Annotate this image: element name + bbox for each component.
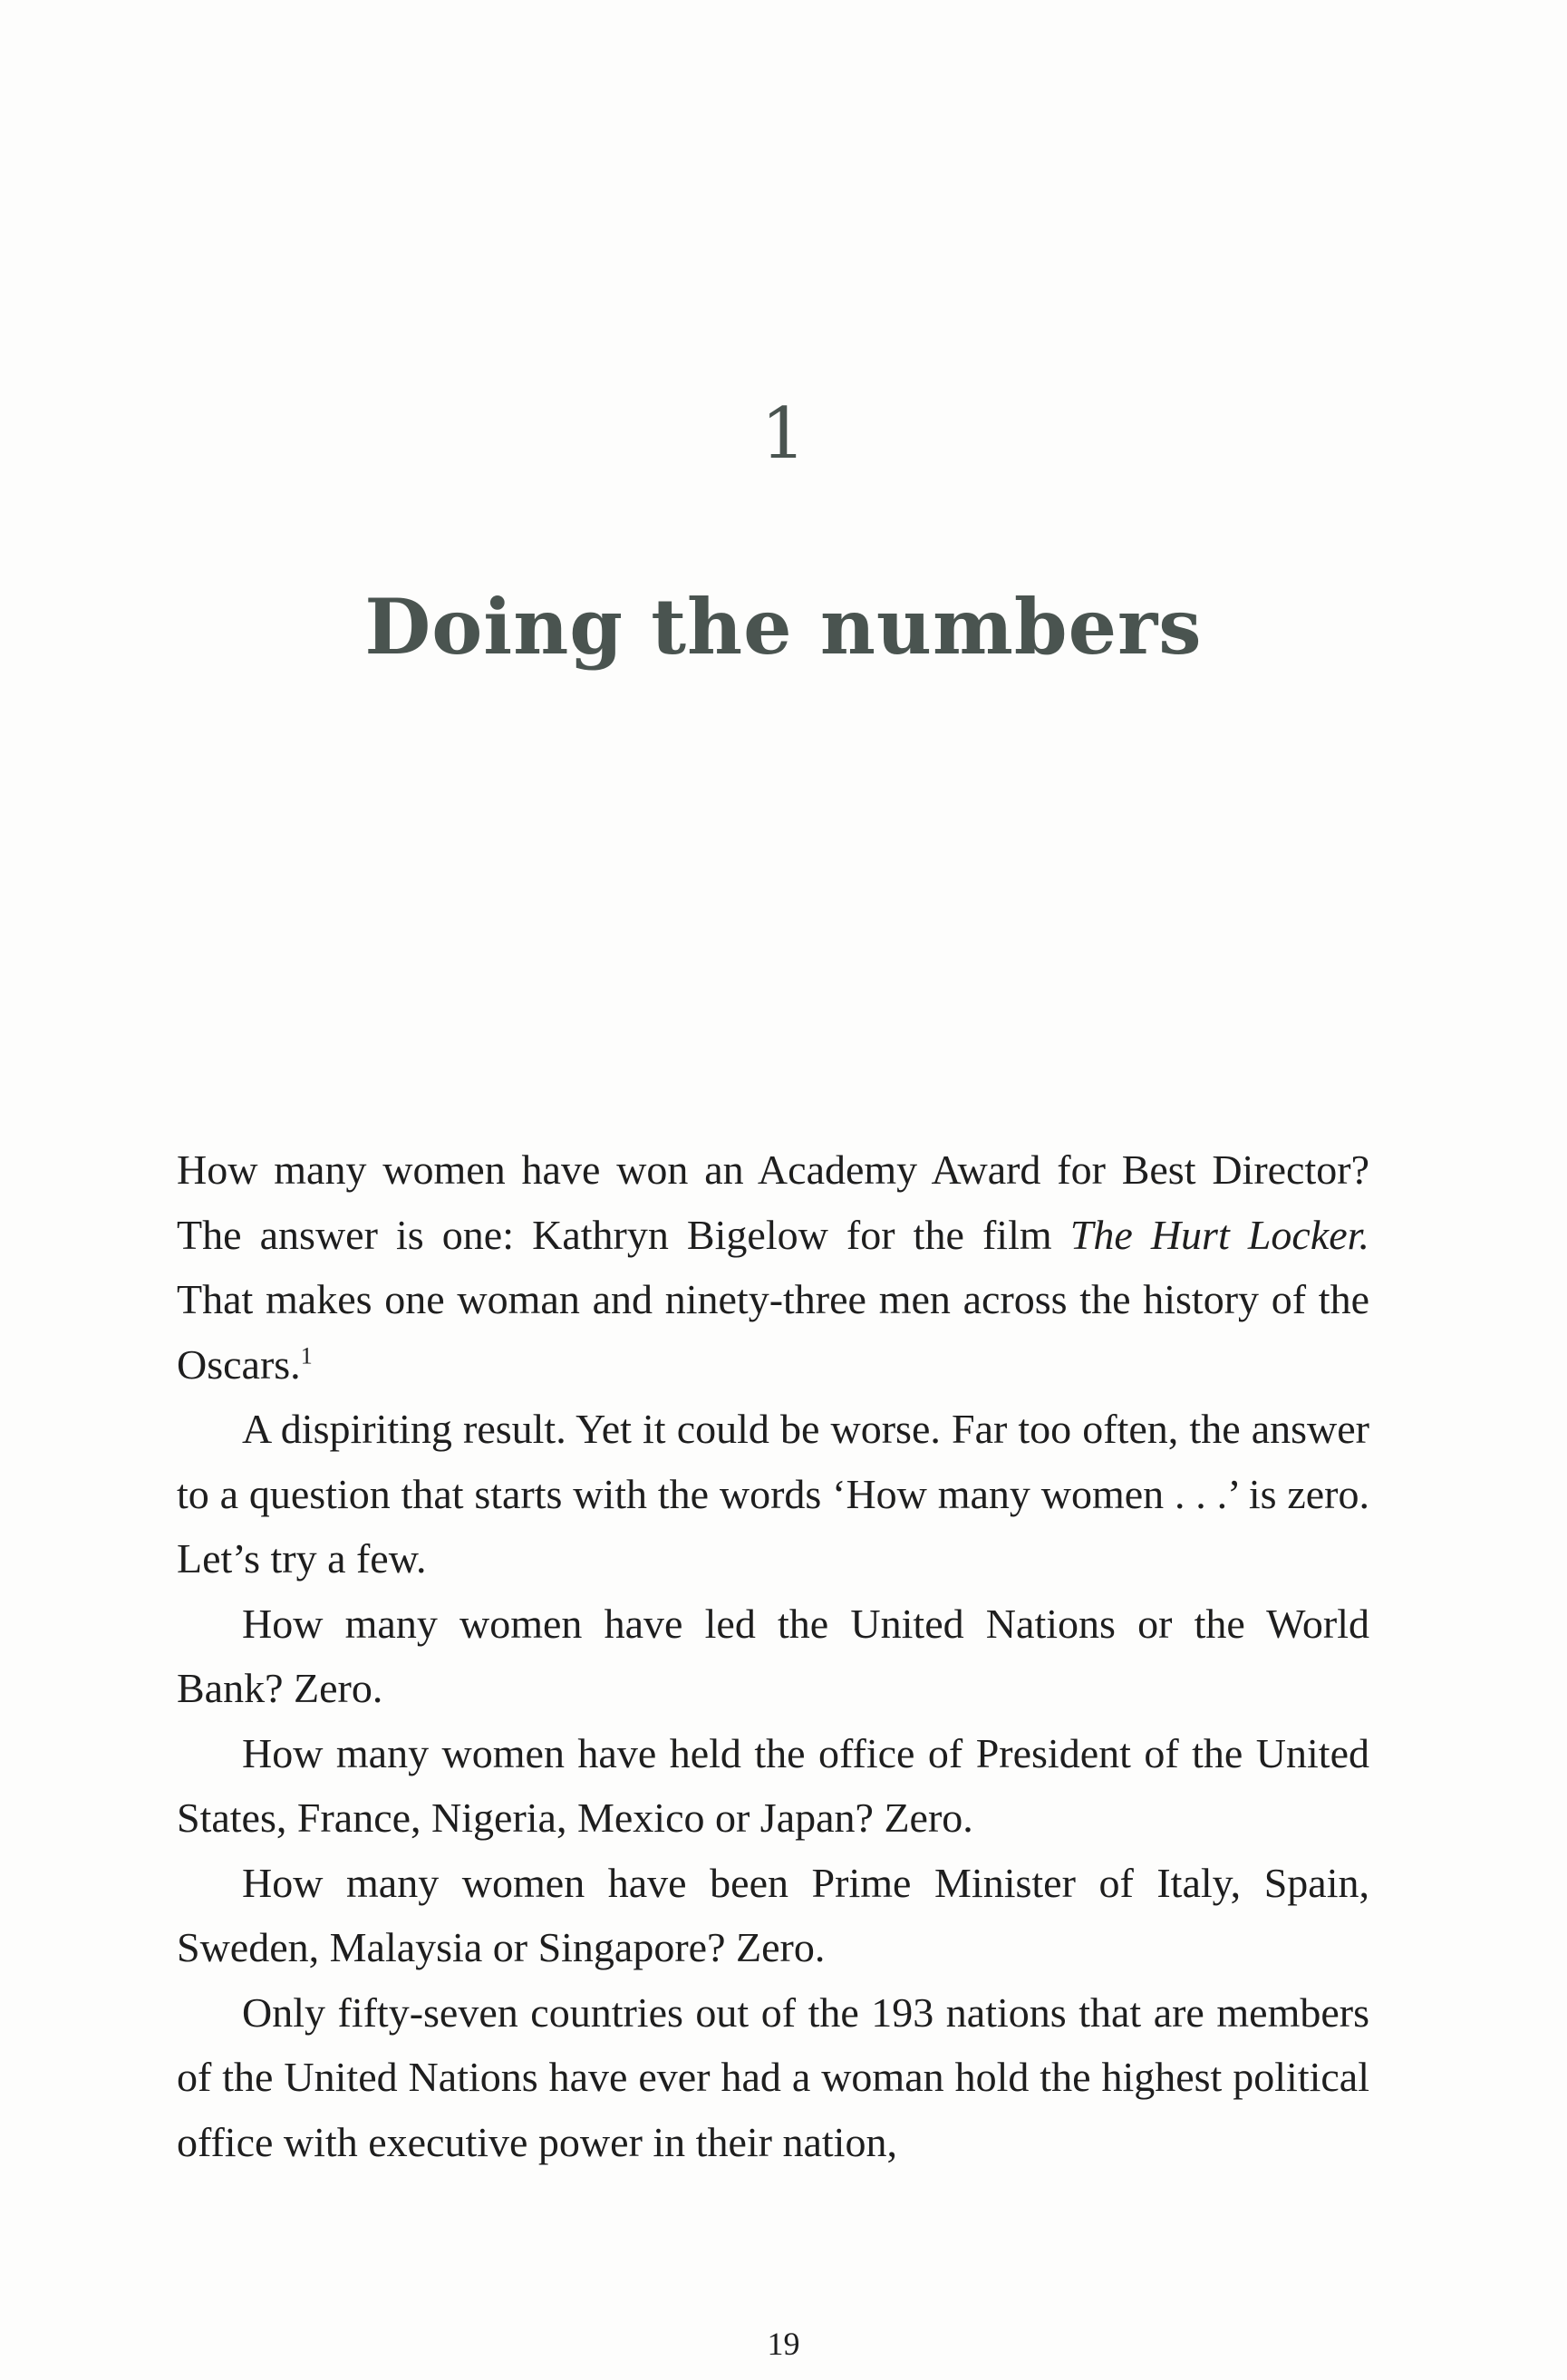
body-text	[177, 1137, 1369, 2174]
paragraph-4: How many women have held the office of President of the United States, France, Nigeria, Mexico or Japan? Zero.	[177, 1729, 1369, 1841]
paragraph-6: Only fifty-seven countries out of the 193 nations that are members of the United Nations have ever had a woman hold the highest political office with executive power in their nation,	[177, 1988, 1369, 2165]
paragraph-1	[177, 1137, 1369, 1397]
paragraph-3: How many women have led the United Nations or the World Bank? Zero.	[177, 1600, 1369, 1711]
paragraph-1-text-b: That makes one woman and ninety-three men across the history of the Oscars.	[177, 1276, 1369, 1388]
page-number: 19	[767, 2326, 800, 2362]
footnote-marker: 1	[300, 1342, 313, 1369]
paragraph-5: How many women have been Prime Minister of Italy, Spain, Sweden, Malaysia or Singapore? Zero.	[177, 1859, 1369, 1970]
paragraph-1-text-a: How many women have won an Academy Award for Best Director? The answer is one: Kathryn Bigelow for the film	[177, 1146, 1369, 1258]
film-title: The Hurt Locker.	[1069, 1211, 1369, 1258]
chapter-number: 1	[760, 393, 807, 475]
chapter-title: Doing the numbers	[364, 582, 1203, 672]
paragraph-2: A dispiriting result. Yet it could be worse. Far too often, the answer to a question that starts with the words ‘How many women . . .’ is zero. Let’s try a few.	[177, 1406, 1369, 1582]
